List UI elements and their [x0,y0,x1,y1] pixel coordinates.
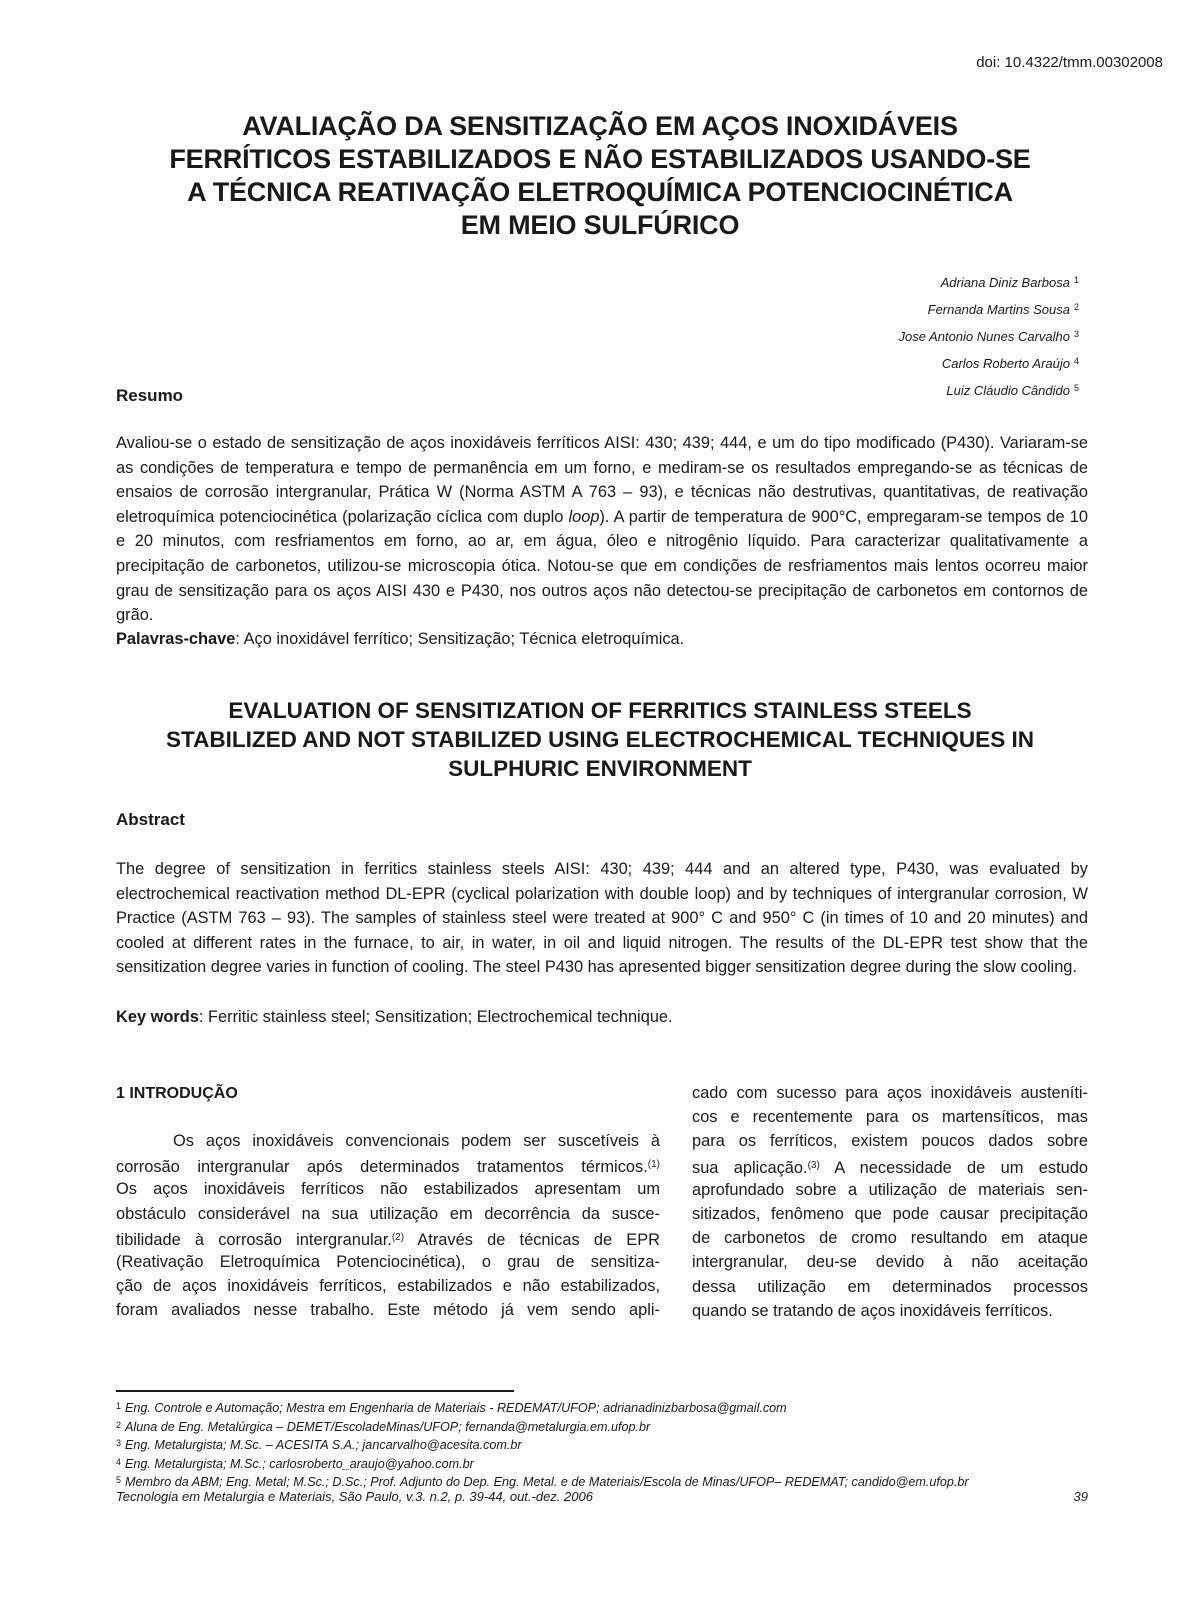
text-line: cado com sucesso para aços inoxidáveis austeníti- [692,1084,1088,1102]
footnote-rule [116,1390,514,1392]
abstract-text: The degree of sensitization in ferritics stainless steels AISI: 430; 439; 444 and an altered type, P430, was evaluated by electrochemical reactivation method DL-EPR (cyclical polarization with double loop) and by techniques of intergranular corrosion, W Practice (ASTM 763 – 93). The samples of stainless steel were treated at 900° C and 950° C (in times of 10 and 20 minutes) and cooled at different rates in the furnace, to air, in water, in oil and liquid nitrogen. The results of the DL-EPR test show that the sensitization degree varies in function of cooling. The steel P430 has apresented bigger sensitization degree during the slow cooling. [116,860,1088,977]
text-line: obstáculo considerável na sua utilização em decorrência da susce- [116,1204,660,1223]
english-title [120,696,1080,783]
text-line: sitizados, fenômeno que pode causar precipitação [692,1204,1088,1223]
journal-citation: Tecnologia em Metalurgia e Materiais, São Paulo, v.3. n.2, p. 39-44, out.-dez. 2006 [116,1489,593,1504]
title-line: A TÉCNICA REATIVAÇÃO ELETROQUÍMICA POTENCIOCINÉTICA [187,177,1013,207]
page-number: 39 [1073,1489,1088,1504]
author: Luiz Cláudio Cândido $^5$ [946,383,1079,398]
author: Adriana Diniz Barbosa $^1$ [940,275,1079,290]
key-words: Key words: Ferritic stainless steel; Sensitization; Electrochemical technique. [116,1008,673,1026]
text-line: quando se tratando de aços inoxidáveis ferríticos. [692,1301,1053,1320]
intro-heading: 1 INTRODUÇÃO [116,1085,238,1102]
title-line: FERRÍTICOS ESTABILIZADOS E NÃO ESTABILIZADOS USANDO-SE [169,144,1031,174]
footnote: $^1$ Eng. Controle e Automação; Mestra em Engenharia de Materiais - REDEMAT/UFOP; adrianadinizbarbosa@gmail.com [116,1401,787,1415]
author: Fernanda Martins Sousa $^2$ [927,302,1079,317]
doi-label: doi: 10.4322/tmm.00302008 [976,54,1163,71]
footnote: $^4$ Eng. Metalurgista; M.Sc.; carlosroberto_araujo@yahoo.com.br [116,1456,474,1471]
en-title-line: STABILIZED AND NOT STABILIZED USING ELECTROCHEMICAL TECHNIQUES IN [166,727,1034,752]
text-line: para os ferríticos, existem poucos dados sobre [692,1132,1088,1151]
palavras-chave: Palavras-chave: Aço inoxidável ferrítico; Sensitização; Técnica eletroquímica. [116,630,685,648]
text-line: sua aplicação.$^{(3)}$ A necessidade de um estudo [692,1158,1088,1177]
text-line: foram avaliados nesse trabalho. Este método já vem sendo apli- [116,1301,660,1320]
text-line: de carbonetos de cromo resultando em ataque [692,1229,1088,1248]
author: Carlos Roberto Araújo $^4$ [941,356,1079,371]
text-line: cos e recentemente para os martensíticos, mas [692,1108,1088,1127]
en-title-line: SULPHURIC ENVIRONMENT [448,756,752,781]
article-title [120,110,1080,242]
text-line: corrosão intergranular após determinados tratamentos térmicos.$^{(1)}$ [116,1158,660,1177]
text-line: ção de aços inoxidáveis ferríticos, estabilizados e não estabilizados, [116,1277,660,1296]
footnote: $^5$ Membro da ABM; Eng. Metal; M.Sc.; D.Sc.; Prof. Adjunto do Dep. Eng. Metal. e de Materiais/Escola de Minas/UFOP– REDEMAT; candido@em.ufop.br [116,1475,969,1490]
text-line: aprofundado sobre a utilização de materiais sen- [692,1180,1088,1199]
text-line: Os aços inoxidáveis convencionais podem ser suscetíveis à [173,1132,660,1150]
footnote: $^2$ Aluna de Eng. Metalúrgica – DEMET/EscoladeMinas/UFOP; fernanda@metalurgia.em.ufop.br [116,1419,651,1434]
page-footer [116,1489,1088,1504]
text-line: intergranular, deu-se devido à não aceitação [692,1253,1088,1272]
text-line: (Reativação Eletroquímica Potenciocinética), o grau de sensitiza- [116,1252,660,1271]
resumo-heading: Resumo [116,386,184,405]
text-line: Os aços inoxidáveis ferríticos não estabilizados apresentam um [116,1180,660,1199]
footnotes [116,1398,1096,1491]
intro-left-column [116,1129,660,1323]
footnote: $^3$ Eng. Metalurgista; M.Sc. – ACESITA S.A.; jancarvalho@acesita.com.br [116,1438,522,1453]
en-title-line: EVALUATION OF SENSITIZATION OF FERRITICS STAINLESS STEELS [228,698,972,723]
resumo-text: Avaliou-se o estado de sensitização de aços inoxidáveis ferríticos AISI: 430; 439; 444, e um do tipo modificado (P430). Variaram-se as condições de temperatura e tempo de permanência em um forno, e mediram-se os resultados empregando-se as técnicas de ensaios de corrosão intergranular, Prática W (Norma ASTM A 763 – 93), e técnicas não destrutivas, quantitativas, de reativação eletroquímica potenciocinética (polarização cíclica com duplo loop). A partir de temperatura de 900°C, empregaram-se tempos de 10 e 20 minutos, com resfriamentos em forno, ao ar, em água, óleo e nitrogênio líquido. Para caracterizar qualitativamente a precipitação de carbonetos, utilizou-se microscopia ótica. Notou-se que em condições de resfriamentos mais lentos ocorreu maior grau de sensitização para os aços AISI 430 e P430, nos outros aços não detectou-se precipitação de carbonetos em contornos de grão. [116,434,1088,625]
text-line: tibilidade à corrosão intergranular.$^{(2)}$ Através de técnicas de EPR [116,1230,660,1249]
title-line: EM MEIO SULFÚRICO [460,210,740,240]
author-list [898,268,1079,403]
intro-right-column [692,1081,1088,1323]
text-line: dessa utilização em determinados processos [692,1277,1088,1296]
abstract-heading: Abstract [116,810,185,829]
title-line: AVALIAÇÃO DA SENSITIZAÇÃO EM AÇOS INOXIDÁVEIS [242,111,958,141]
author: Jose Antonio Nunes Carvalho $^3$ [898,329,1079,344]
